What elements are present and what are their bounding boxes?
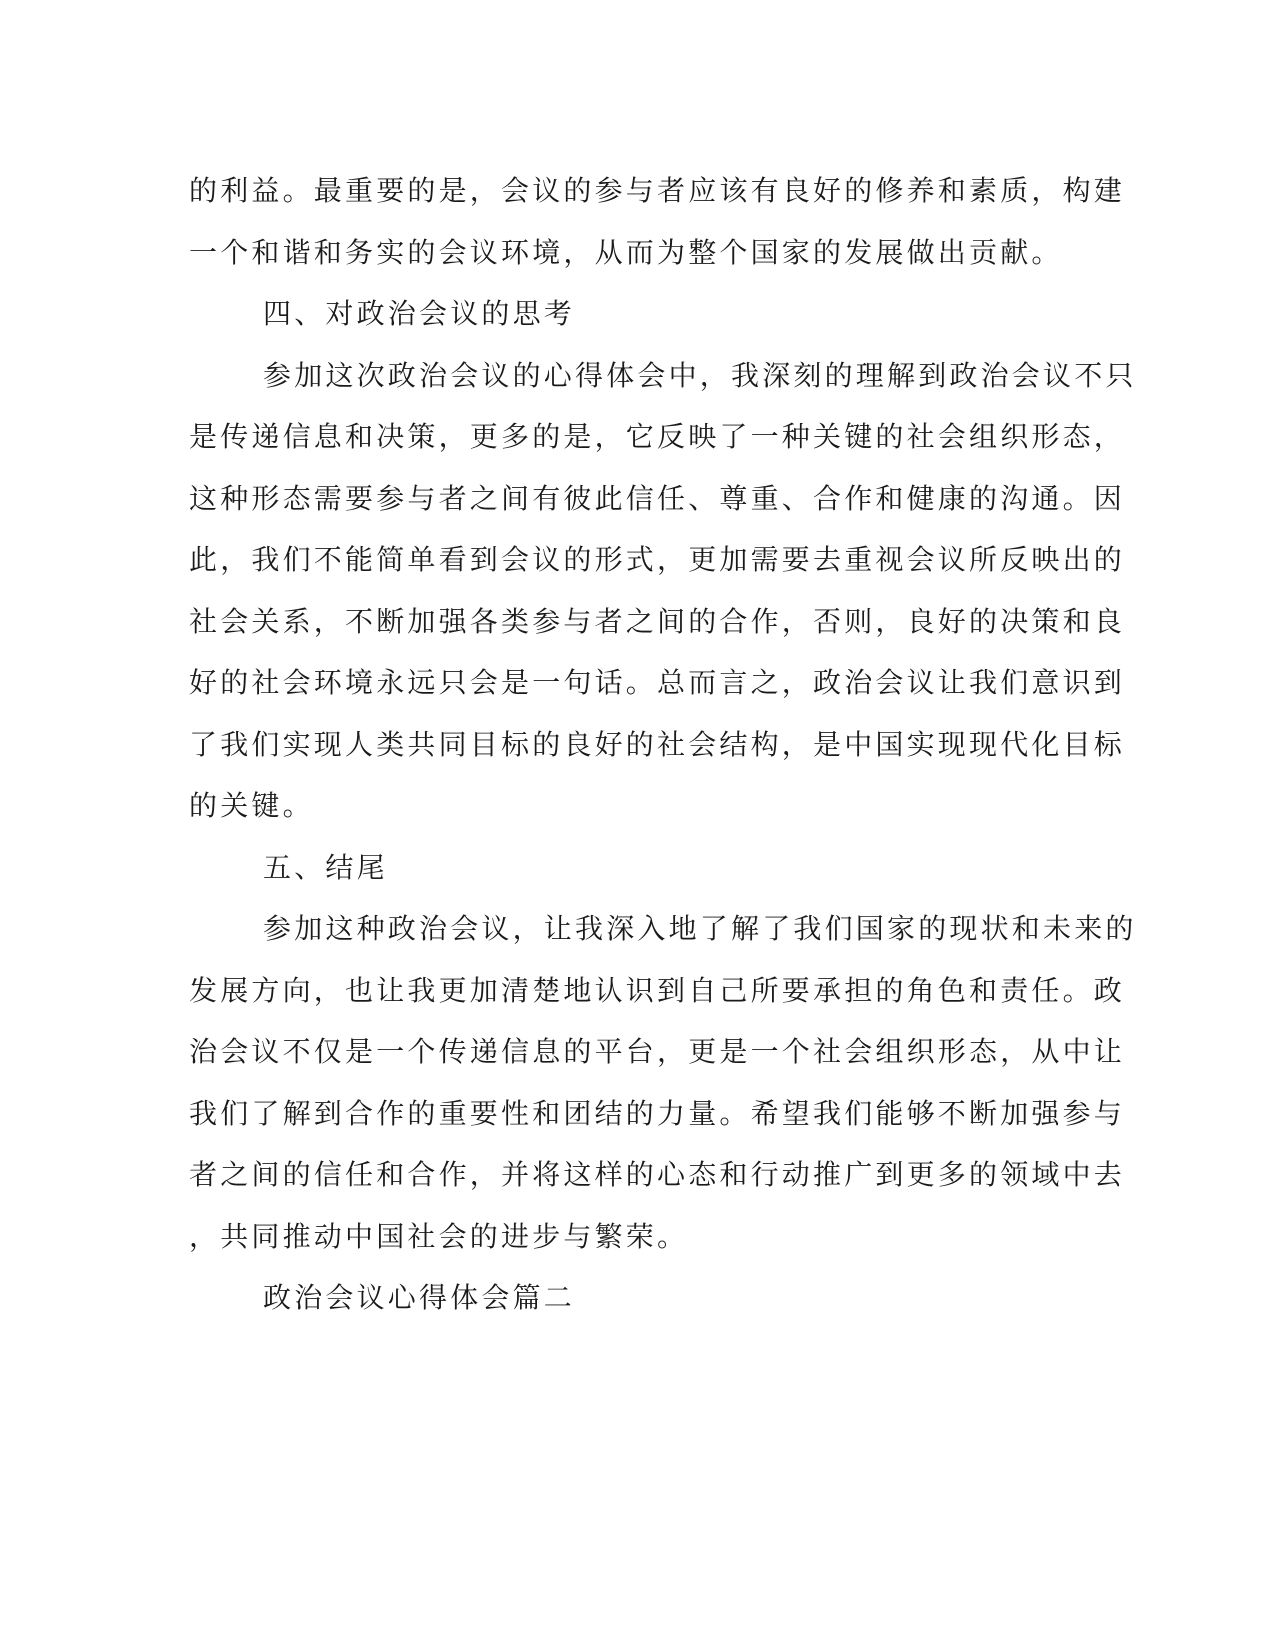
paragraph-line: 我们了解到合作的重要性和团结的力量。希望我们能够不断加强参与 [189,1096,1126,1130]
document-body [189,160,1137,1329]
paragraph-line: 者之间的信任和合作，并将这样的心态和行动推广到更多的领域中去 [189,1158,1126,1191]
paragraph-line: 发展方向，也让我更加清楚地认识到自己所要承担的角色和责任。政 [189,973,1126,1007]
paragraph-line: 此，我们不能简单看到会议的形式，更加需要去重视会议所反映出的 [189,543,1126,576]
paragraph-line: 好的社会环境永远只会是一句话。总而言之，政治会议让我们意识到 [189,666,1126,699]
paragraph-line: 这种形态需要参与者之间有彼此信任、尊重、合作和健康的沟通。因 [189,481,1126,515]
section-heading-4: 四、对政治会议的思考 [263,297,576,330]
paragraph-line: 参加这种政治会议，让我深入地了解了我们国家的现状和未来的 [263,912,1137,945]
paragraph-line: 参加这次政治会议的心得体会中，我深刻的理解到政治会议不只 [263,358,1137,392]
section-heading-5: 五、结尾 [263,850,388,884]
paragraph-line: ，共同推动中国社会的进步与繁荣。 [189,1219,689,1253]
paragraph-line: 的关键。 [189,789,314,822]
paragraph-line: 社会关系，不断加强各类参与者之间的合作，否则，良好的决策和良 [189,604,1126,638]
paragraph-line: 的利益。最重要的是，会议的参与者应该有良好的修养和素质，构建 [189,174,1126,207]
paragraph-line: 是传递信息和决策，更多的是，它反映了一种关键的社会组织形态， [189,420,1126,453]
paragraph-line: 一个和谐和务实的会议环境，从而为整个国家的发展做出贡献。 [189,235,1063,269]
paragraph-line: 治会议不仅是一个传递信息的平台，更是一个社会组织形态，从中让 [189,1035,1126,1068]
article-title-part-two: 政治会议心得体会篇二 [263,1281,576,1314]
paragraph-line: 了我们实现人类共同目标的良好的社会结构，是中国实现现代化目标 [189,727,1126,761]
